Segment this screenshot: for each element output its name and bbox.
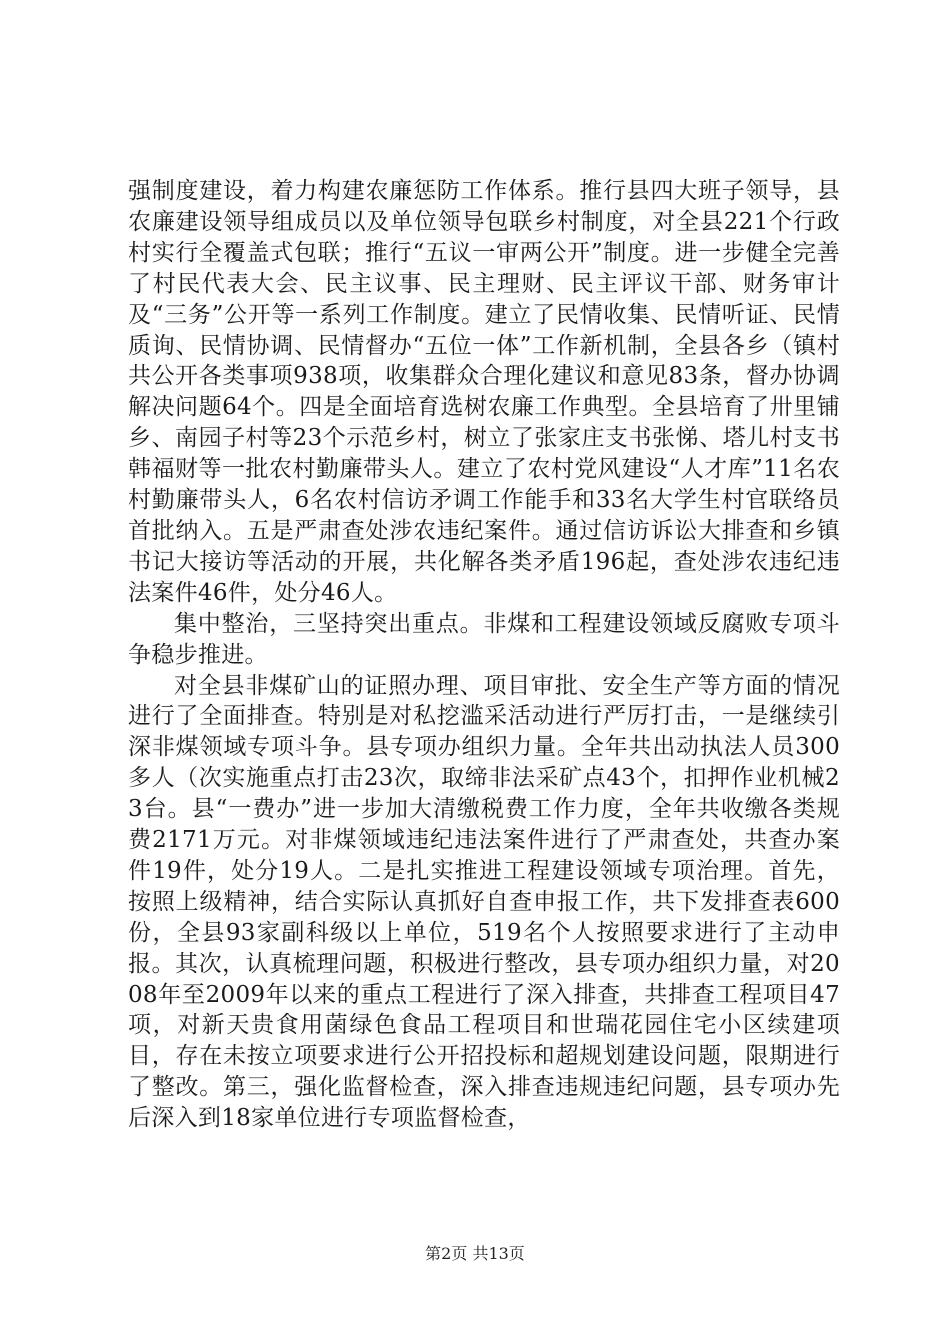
page-footer: 第2页 共13页 bbox=[425, 1244, 525, 1263]
document-body bbox=[128, 176, 840, 1134]
paragraph-1: 强制度建设，着力构建农廉惩防工作体系。推行县四大班子领导，县农廉建设领导组成员以及单位领导包联乡村制度，对全县221个行政村实行全覆盖式包联；推行“五议一审两公开”制度。进一步健全完善了村民代表大会、民主议事、民主理财、民主评议干部、财务审计及“三务”公开等一系列工作制度。建立了民情收集、民情听证、民情质询、民情协调、民情督办“五位一体”工作新机制，全县各乡（镇村共公开各类事项938项，收集群众合理化建议和意见83条，督办协调解决问题64个。四是全面培育选树农廉工作典型。全县培育了卅里铺乡、南园子村等23个示范乡村，树立了张家庄支书张悌、塔儿村支书韩福财等一批农村勤廉带头人。建立了农村党风建设“人才库”11名农村勤廉带头人，6名农村信访矛调工作能手和33名大学生村官联络员首批纳入。五是严肃查处涉农违纪案件。通过信访诉讼大排查和乡镇书记大接访等活动的开展，共化解各类矛盾196起，查处涉农违纪违法案件46件，处分46人。 bbox=[128, 178, 840, 606]
paragraph-2: 集中整治，三坚持突出重点。非煤和工程建设领域反腐败专项斗争稳步推进。 bbox=[128, 610, 840, 668]
paragraph-3: 对全县非煤矿山的证照办理、项目审批、安全生产等方面的情况进行了全面排查。特别是对私挖滥采活动进行严厉打击，一是继续引深非煤领域专项斗争。县专项办组织力量。全年共出动执法人员300多人（次实施重点打击23次，取缔非法采矿点43个，扣押作业机械23台。县“一费办”进一步加大清缴税费工作力度，全年共收缴各类规费2171万元。对非煤领域违纪违法案件进行了严肃查处，共查办案件19件，处分19人。二是扎实推进工程建设领域专项治理。首先，按照上级精神，结合实际认真抓好自查申报工作，共下发排查表600份，全县93家副科级以上单位，519名个人按照要求进行了主动申报。其次，认真梳理问题，积极进行整改，县专项办组织力量，对2008年至2009年以来的重点工程进行了深入排查，共排查工程项目47项，对新天贵食用菌绿色食品工程项目和世瑞花园住宅小区续建项目，存在未按立项要求进行公开招投标和超规划建设问题，限期进行了整改。第三，强化监督检查，深入排查违规违纪问题，县专项办先后深入到18家单位进行专项监督检查， bbox=[128, 672, 840, 1132]
